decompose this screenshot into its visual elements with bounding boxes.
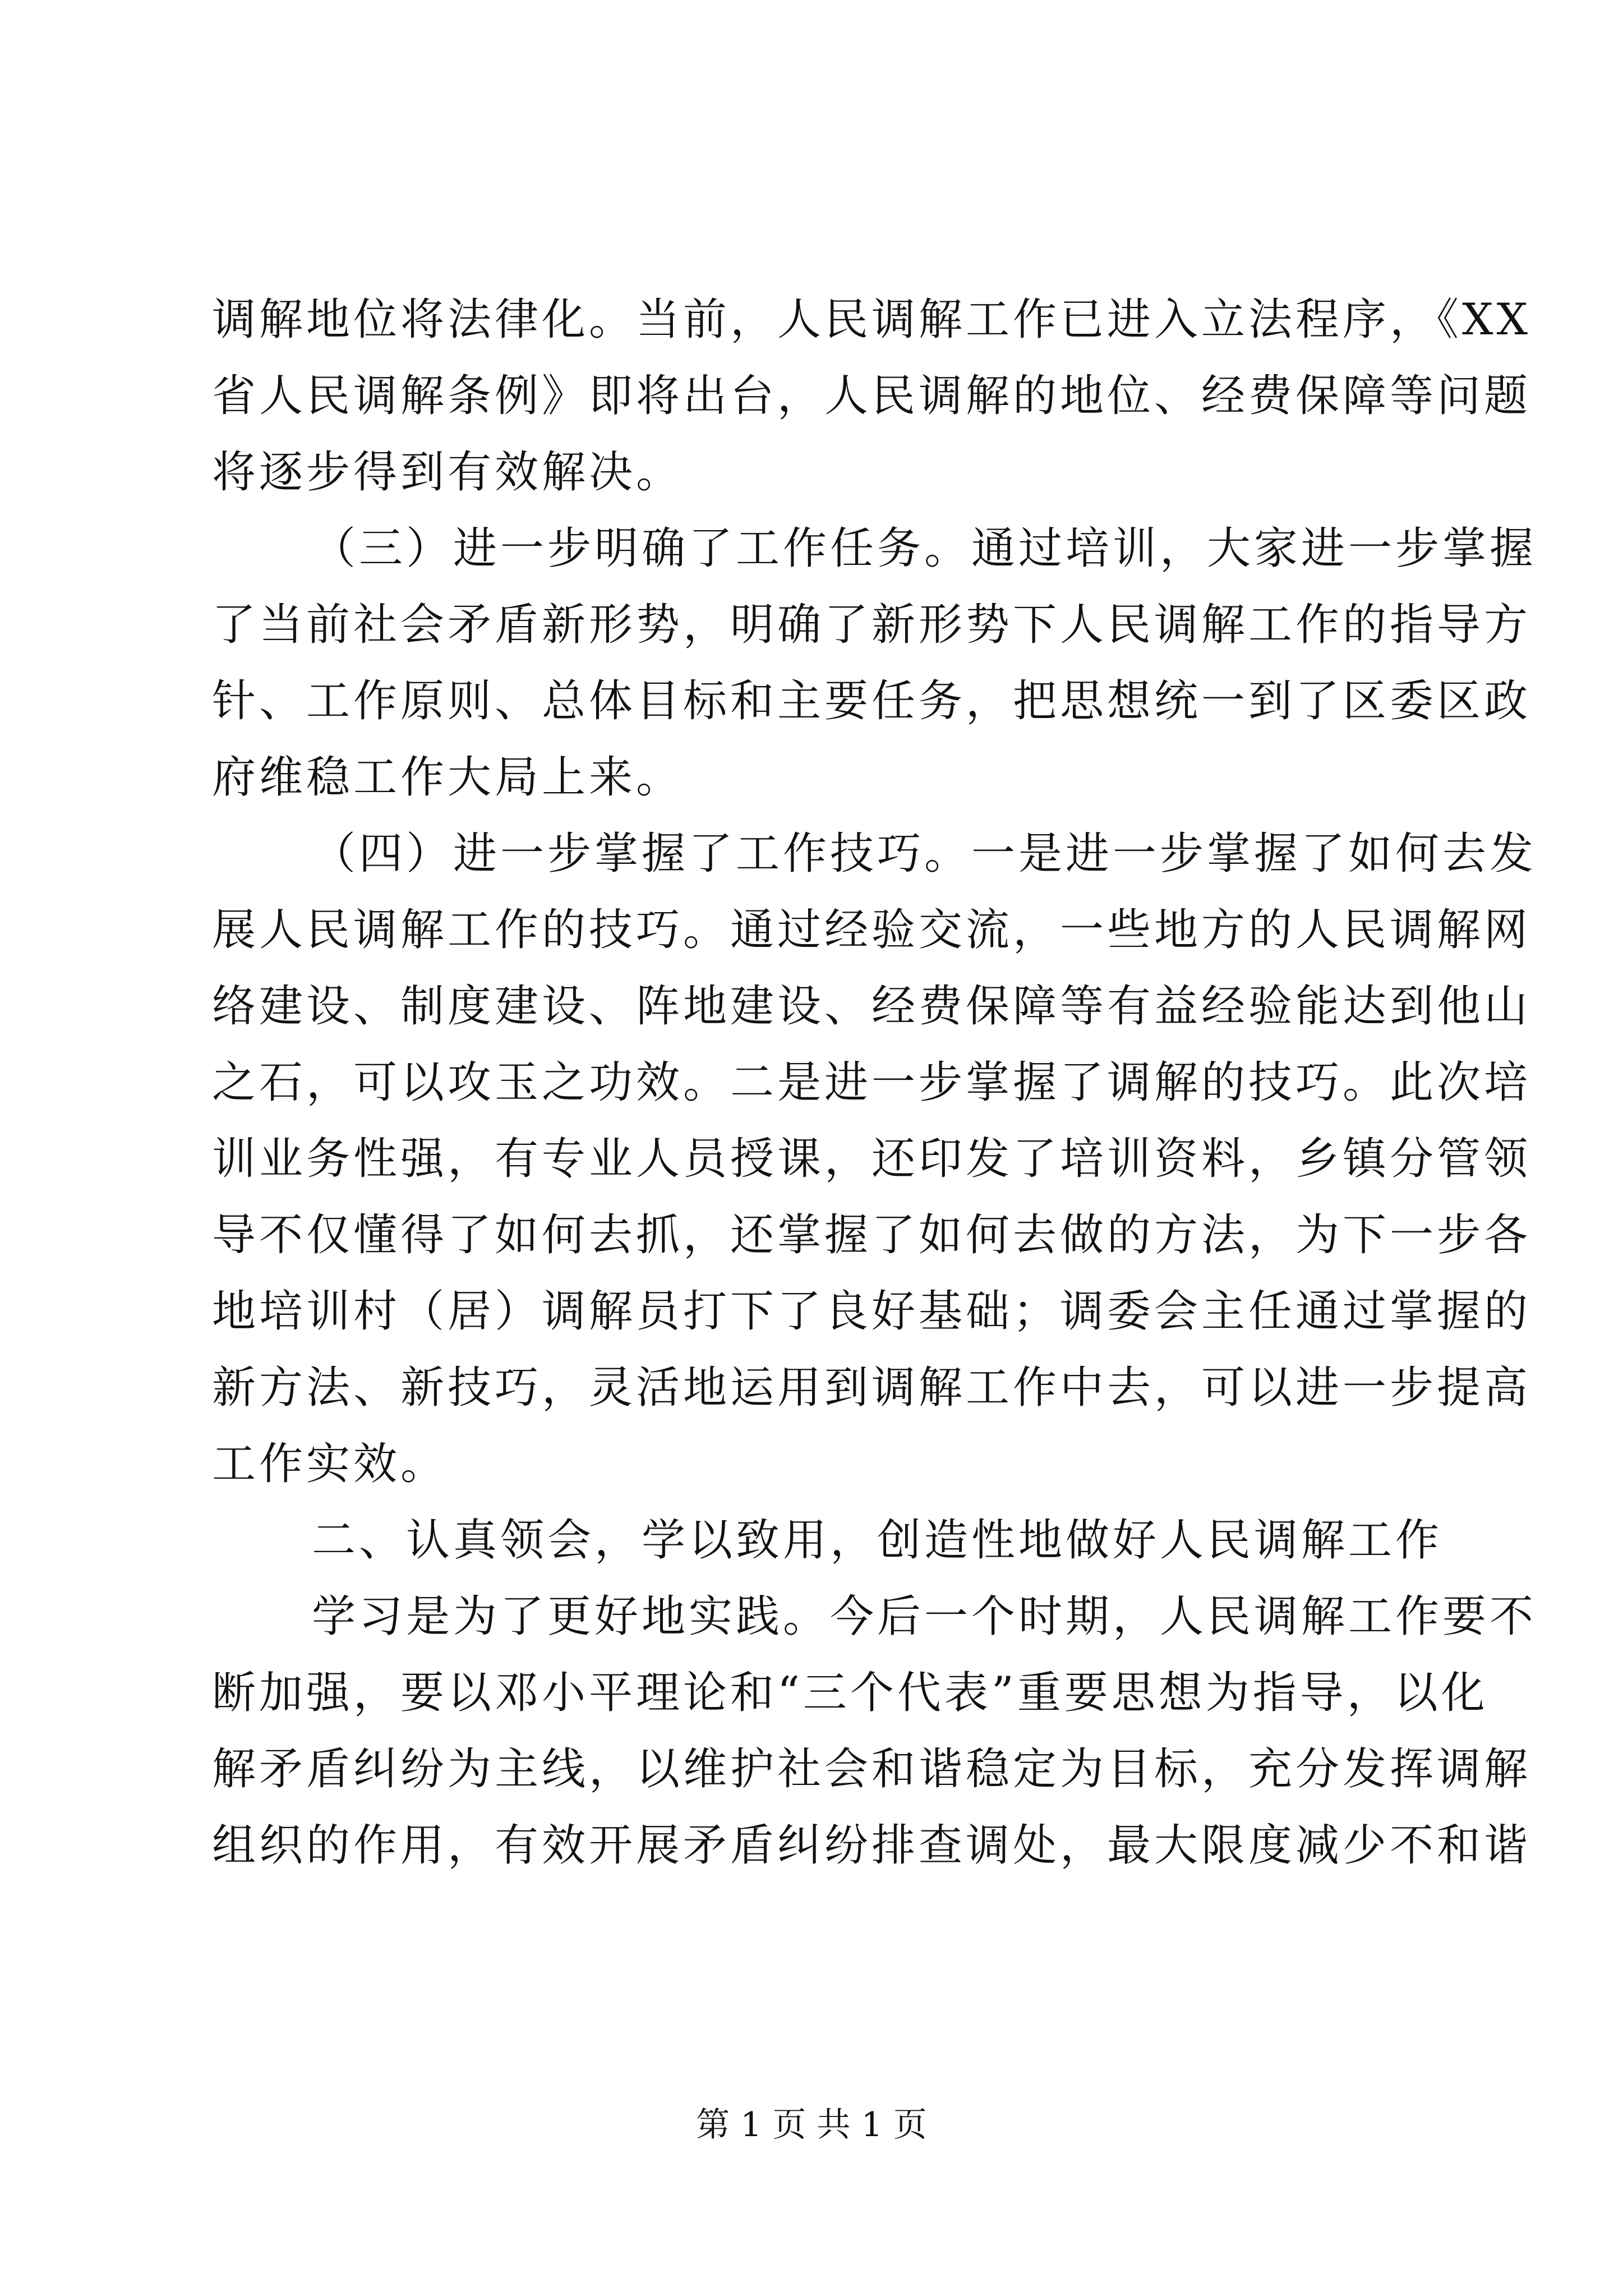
text-line: 之石，可以攻玉之功效。二是进一步掌握了调解的技巧。此次培 — [212, 1057, 1532, 1108]
text-line: 解矛盾纠纷为主线，以维护社会和谐稳定为目标，充分发挥调解 — [212, 1744, 1532, 1795]
text-line: 了当前社会矛盾新形势，明确了新形势下人民调解工作的指导方 — [212, 600, 1532, 650]
text-line: 省人民调解条例》即将出台，人民调解的地位、经费保障等问题 — [212, 371, 1532, 421]
text-line: 导不仅懂得了如何去抓，还掌握了如何去做的方法，为下一步各 — [212, 1210, 1532, 1260]
text-line: 地培训村（居）调解员打下了良好基础；调委会主任通过掌握的 — [212, 1286, 1532, 1337]
page-footer: 第 1 页 共 1 页 — [696, 2105, 927, 2145]
text-line: 训业务性强，有专业人员授课，还印发了培训资料，乡镇分管领 — [212, 1134, 1532, 1184]
text-line: 断加强，要以邓小平理论和“三个代表”重要思想为指导，以化 — [212, 1668, 1488, 1718]
text-line: （三）进一步明确了工作任务。通过培训，大家进一步掌握 — [312, 523, 1537, 574]
text-line: 组织的作用，有效开展矛盾纠纷排查调处，最大限度减少不和谐 — [212, 1820, 1532, 1871]
text-line: 二、认真领会，学以致用，创造性地做好人民调解工作 — [312, 1515, 1443, 1566]
text-line: 学习是为了更好地实践。今后一个时期，人民调解工作要不 — [312, 1591, 1537, 1642]
text-line: （四）进一步掌握了工作技巧。一是进一步掌握了如何去发 — [312, 829, 1537, 879]
text-line: 将逐步得到有效解决。 — [212, 447, 684, 498]
text-line: 针、工作原则、总体目标和主要任务，把思想统一到了区委区政 — [212, 676, 1532, 726]
text-line: 络建设、制度建设、阵地建设、经费保障等有益经验能达到他山 — [212, 981, 1532, 1032]
text-line: 工作实效。 — [212, 1439, 448, 1489]
text-line: 展人民调解工作的技巧。通过经验交流，一些地方的人民调解网 — [212, 905, 1532, 955]
text-line: 调解地位将法律化。当前，人民调解工作已进入立法程序，《XX — [212, 295, 1532, 345]
text-line: 新方法、新技巧，灵活地运用到调解工作中去，可以进一步提高 — [212, 1363, 1532, 1413]
text-line: 府维稳工作大局上来。 — [212, 752, 684, 803]
